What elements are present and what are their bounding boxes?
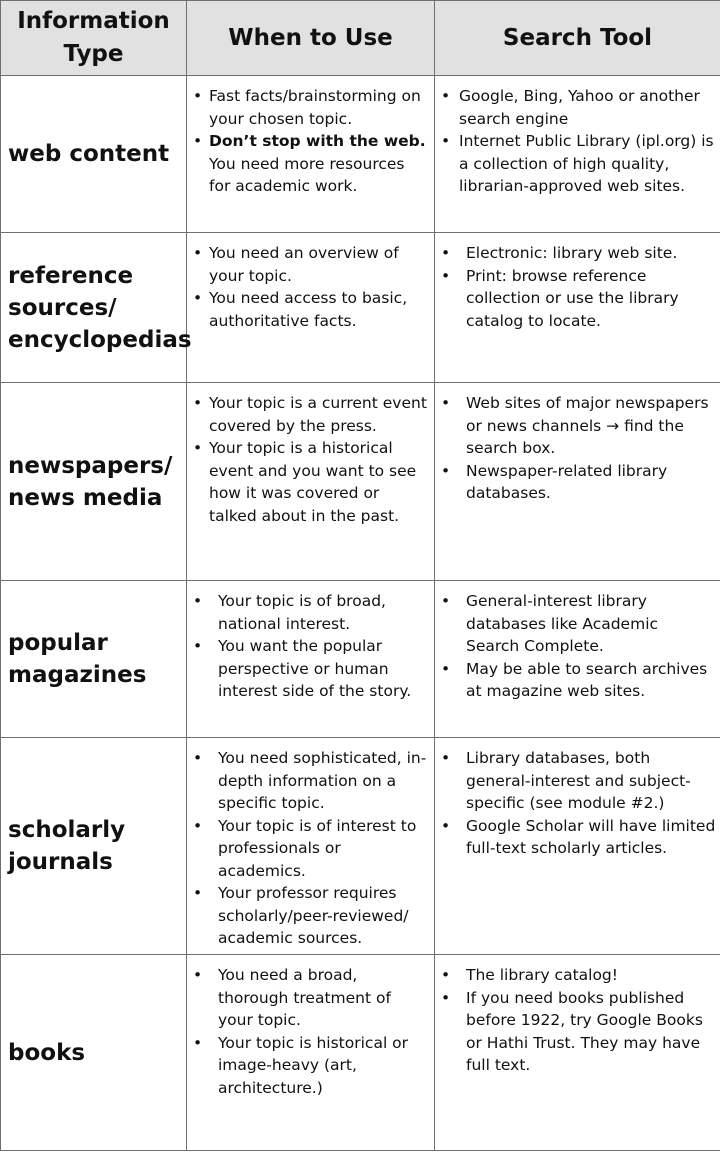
table-row	[1, 955, 720, 1151]
list-item: • Electronic: library web site.	[441, 242, 716, 265]
emphasis-text: Don’t stop with the web.	[209, 132, 426, 150]
info-type-cell: reference sources/ encyclopedias	[1, 233, 187, 383]
list-item: • If you need books published before 1922, try Google Books or Hathi Trust. They may have full text.	[441, 987, 716, 1077]
list-item: • Your professor requires scholarly/peer-reviewed/ academic sources.	[193, 882, 430, 950]
search-tool-cell	[435, 383, 720, 581]
info-type-cell: newspapers/ news media	[1, 383, 187, 581]
list-item: • The library catalog!	[441, 964, 716, 987]
list-item: • Internet Public Library (ipl.org) is a collection of high quality, librarian-approved web sites.	[441, 130, 716, 198]
list-item: • Your topic is a historical event and you want to see how it was covered or talked about in the past.	[193, 437, 430, 527]
when-to-use-cell	[187, 581, 435, 738]
when-to-use-cell	[187, 738, 435, 955]
list-item-text: You need more resources for academic work.	[209, 154, 405, 195]
list-item: • You want the popular perspective or human interest side of the story.	[193, 635, 430, 703]
list-item	[193, 130, 430, 198]
when-to-use-cell	[187, 76, 435, 233]
search-tool-cell	[435, 955, 720, 1151]
info-type-cell: scholarly journals	[1, 738, 187, 955]
list-item: • Print: browse reference collection or use the library catalog to locate.	[441, 265, 716, 333]
list-item: • May be able to search archives at magazine web sites.	[441, 658, 716, 703]
header-search-tool: Search Tool	[435, 1, 720, 76]
list-item: • You need sophisticated, in-depth information on a specific topic.	[193, 747, 430, 815]
when-to-use-cell	[187, 233, 435, 383]
header-information-type: Information Type	[1, 1, 187, 76]
search-tool-cell	[435, 738, 720, 955]
when-to-use-cell	[187, 955, 435, 1151]
table-row	[1, 76, 720, 233]
info-type-cell: web content	[1, 76, 187, 233]
list-item: • Google Scholar will have limited full-text scholarly articles.	[441, 815, 716, 860]
list-item: • Your topic is a current event covered by the press.	[193, 392, 430, 437]
list-item: • You need access to basic, authoritative facts.	[193, 287, 430, 332]
header-row	[1, 1, 720, 76]
info-type-cell: books	[1, 955, 187, 1151]
list-item: • General-interest library databases like Academic Search Complete.	[441, 590, 716, 658]
search-tool-cell	[435, 233, 720, 383]
list-item: • Your topic is of interest to professionals or academics.	[193, 815, 430, 883]
list-item: • Newspaper-related library databases.	[441, 460, 716, 505]
list-item: • Your topic is of broad, national interest.	[193, 590, 430, 635]
list-item: • You need a broad, thorough treatment of your topic.	[193, 964, 430, 1032]
info-type-cell: popular magazines	[1, 581, 187, 738]
list-item: • You need an overview of your topic.	[193, 242, 430, 287]
list-item: • Web sites of major newspapers or news channels → find the search box.	[441, 392, 716, 460]
header-when-to-use: When to Use	[187, 1, 435, 76]
list-item: • Your topic is historical or image-heavy (art, architecture.)	[193, 1032, 430, 1100]
search-tool-cell	[435, 76, 720, 233]
search-tool-cell	[435, 581, 720, 738]
table-row	[1, 738, 720, 955]
list-item: • Google, Bing, Yahoo or another search engine	[441, 85, 716, 130]
list-item: • Library databases, both general-interest and subject-specific (see module #2.)	[441, 747, 716, 815]
list-item: • Fast facts/brainstorming on your chosen topic.	[193, 85, 430, 130]
table-row	[1, 581, 720, 738]
table-row	[1, 233, 720, 383]
table-row	[1, 383, 720, 581]
when-to-use-cell	[187, 383, 435, 581]
